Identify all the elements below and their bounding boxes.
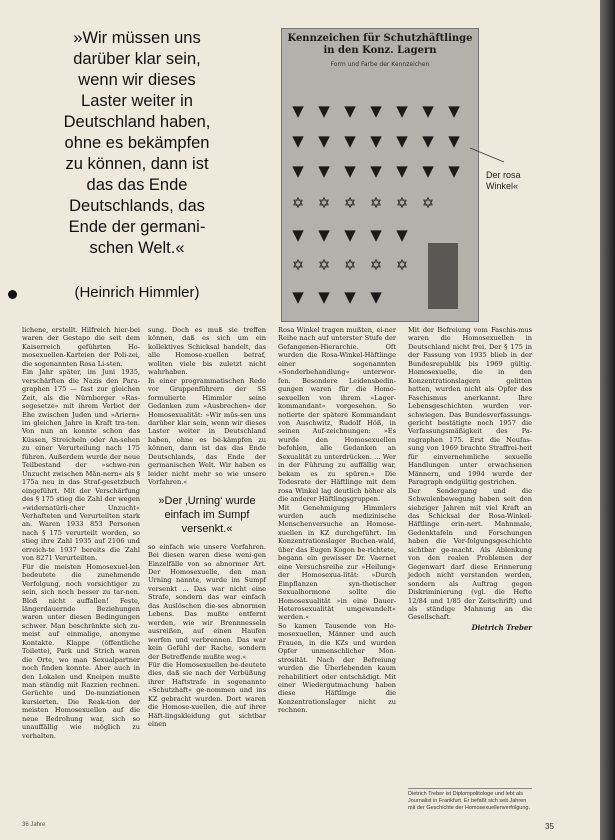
triangle-icon: ▼: [396, 161, 408, 180]
triangle-icon: ▼: [344, 287, 356, 306]
photo-title-line: Kennzeichen für Schutzhäftlinge: [287, 33, 473, 44]
quote-line: Ende der germani-: [68, 218, 206, 236]
paragraph: So kamen Tausende von Ho-mosexuellen, Männer und auch Frauen, in die KZs und wurden Opfer unmenschlicher Mon-strosität. Nach der Befreiung wurden die Überlebenden kaum rehabilitiert oder entschädigt. Mit einer Wiedergutmachung haben diese Häftlinge die Konzentrationslager nicht zu rechnen.: [278, 621, 396, 715]
quote-line: Deutschlands, das: [69, 197, 205, 215]
star-icon: ✡: [369, 255, 383, 274]
triangle-icon: ▼: [448, 131, 460, 150]
triangle-icon: ▼: [396, 131, 408, 150]
author-name: Dietrich Treber: [471, 622, 532, 632]
star-icon: ✡: [291, 255, 305, 274]
triangle-icon: ▼: [344, 225, 356, 244]
star-icon: ✡: [369, 193, 383, 212]
paragraph: Rosa Winkel tragen mußten, ei-ner Reihe nach auf unterster Stufe der Gefangenen-Hierarchie. Oft wurden die Rosa-Winkel-Häftlinge einer sogenannten »Sonderbehandlung« unterwor-fen. Besondere Leidensbedin-gungen waren für die Homo-sexuellen von ihrem »Lager-kommandant« vorgesehen. So notierte der spätere Kommandant von Auschwitz, Rudolf Höß, in seinen Auf-zeichnungen: »Es wurde den Homosexuellen befohlen, alle Gedanken an Sexualität zu unterdrücken. ... Wer in der Führung zu auffällig war, bekam es zu spüren.« Die Todesrate der Häftlinge mit dem rosa Winkel lag deutlich höher als die anderer Häftlingsgruppen.: [278, 326, 396, 504]
star-icon: ✡: [395, 255, 409, 274]
triangle-icon: ▼: [370, 287, 382, 306]
triangle-icon: ▼: [318, 101, 330, 120]
text-column-4: [408, 326, 532, 632]
paragraph: In einer programmatischen Rede vor Gruppenführern der SS formulierte Himmler seine Gedanken zum »Ausbrechen« der Homosexualität: »Wir müs-sen uns darüber klar sein, wenn wir dieses Laster weiter in Deutschland haben, ohne es be-kämpfen zu können, dann ist das das Ende Deutschlands, das Ende der germanischen Welt. Wir haben es leider nicht mehr so wie unsere Vorfahren.«: [148, 376, 266, 487]
triangle-icon: ▼: [370, 131, 382, 150]
text-column-2: [148, 326, 266, 729]
star-icon: ✡: [421, 193, 435, 212]
quote-line: ohne es bekämpfen: [64, 134, 210, 152]
quote-line: schen Welt.«: [89, 239, 185, 257]
triangle-icon: ▼: [318, 287, 330, 306]
page-number: 35: [545, 822, 554, 831]
pull-quote: [22, 28, 252, 259]
star-icon: ✡: [291, 193, 305, 212]
triangle-icon: ▼: [292, 101, 304, 120]
triangle-icon: ▼: [370, 101, 382, 120]
quote-line: zu können, dann ist: [65, 155, 209, 173]
pink-triangle-icon: ▼: [422, 101, 434, 120]
quote-attribution: (Heinrich Himmler): [74, 284, 200, 301]
paragraph: Ein Jahr später, im Juni 1935, verschärften die Nazis den Para-graphen 175 — fast zur gleichen Zeit, als die Nürnberger »Ras-segesetze« mit ihrem Verbot der Ehe zwischen Juden und »Ariern« im gleichen Jahre in Kraft tra-ten. Von nun an konnte schon das Küssen, Streicheln oder An-sehen zu einer Verurteilung nach 175 führen. Außerdem wurde der neue Teilbestand der »schwe-ren Unzucht zwischen Män-nern« als § 175a neu in das Straf-gesetzbuch eingeführt. Mit der Verschärfung des § 175 stieg die Zahl der wegen »widernatürli-cher Unzucht« Verhafteten und Verurteilten stark an. Waren 1933 853 Personen nach § 175 verurteilt worden, so stieg ihre Zahl 1935 auf 2106 und erreich-te 1937 bereits die Zahl von 8271 Verurteilten.: [22, 368, 140, 563]
triangle-icon: ▼: [344, 161, 356, 180]
photo-title: [286, 33, 474, 57]
triangle-icon: ▼: [318, 225, 330, 244]
quote-line: Laster weiter in: [81, 92, 193, 110]
paragraph: lichene, erstellt. Hilfreich hier-bei waren der Gestapo die seit dem Kaiserreich geführten Ho-mosexuellen-Karteien der Poli-zei, die sogenannten Rosa Li-sten.: [22, 326, 140, 368]
paragraph: so einfach wie unsere Vorfahren. Bei diesen waren diese weni-gen Einzelfälle von so abnormer Art. Der Homosexuelle, den man Urning nannte, wurde im Sumpf versenkt ... Das war nicht eine Strafe, sondern das war einfach das Auslöschen die-ses abnormen Lebens. Das mußte entfernt werden, wie wir Brennnesseln ausreißen, auf einen Haufen werfen und verbrennen. Das war kein Gefühl der Rache, sondern der Betreffende mußte weg.«: [148, 542, 266, 661]
triangle-icon: ▼: [292, 225, 304, 244]
paragraph: Mit Genehmigung Himmlers wurden auch medizinische Menschenversuche an Homose-xuellen in KZ durchgeführt. Im Konzentrationslager Buchen-wald, über das Eugen Kogon be-richtete, begann ein gewisser Dr. Vaernet eine Versuchsreihe zur »Heilung« der Homosexua-lität: »Durch Einpflanzen syn-thetischer Sexualhormone sollte die Homosexualität »in eine Dauer-Heterosexualität umgewandelt« werden.«: [278, 503, 396, 622]
triangle-icon: ▼: [422, 131, 434, 150]
triangle-icon: ▼: [396, 225, 408, 244]
callout-line: [470, 146, 508, 164]
triangle-icon: ▼: [344, 101, 356, 120]
star-icon: ✡: [343, 193, 357, 212]
triangle-icon: ▼: [318, 161, 330, 180]
triangle-icon: ▼: [370, 225, 382, 244]
caption-line: Der rosa: [486, 170, 521, 180]
photo-subtitle: Form und Farbe der Kennzeichen: [330, 61, 430, 68]
triangle-icon: ▼: [422, 161, 434, 180]
star-icon: ✡: [395, 193, 409, 212]
paragraph: Für die Homosexuellen be-deutete dies, daß sie nach der Verbüßung ihrer Haftstrafe in sogenannte »Schutzhaft« ge-nommen und ins KZ gebracht wurden. Dort waren die Homose-xuellen, die auf ihrer Häft-lingskleidung gut sichtbar einen: [148, 660, 266, 729]
star-icon: ✡: [317, 193, 331, 212]
page-edge: [600, 0, 615, 840]
star-icon: ✡: [317, 255, 331, 274]
badge-grid: [288, 73, 472, 315]
paragraph: Mit der Befreiung vom Faschis-mus waren die Homosexuellen in Deutschland nicht frei. Der § 175 in der Fassung von 1935 blieb in der Bundesrepublik bis 1969 gültig. Homosexuelle, die in den Konzentrationslagern gelitten hatten, wurden nicht als Opfer des Faschismus anerkannt. Ihre Lebensgeschichten wurden ver-schwiegen. Das Bundesverfassungs-gericht bestätigte noch 1957 die Verfassungsmäßigkeit des Pa-ragraphen 175. Erst die Neufas-sung von 1969 brachte Straffrei-heit für einvernehmliche sexuelle Handlungen unter erwachsenen Männern, und 1994 wurde der Paragraph endgültig gestrichen.: [408, 326, 532, 487]
paragraph: Für die meisten Homosexuel-len bedeutete die zunehmende Verfolgung, noch vorsichtiger zu sein, sich noch besser zu tar-nen. Bloß nicht auffallen! Feste, längerdauernde Beziehungen waren unter diesen Bedingungen schwer. Man beschränkte sich zu-meist auf einmalige, anonyme Kontakte. Klappe (öffentliche Toilette), Park und Strich waren die Orte, wo man Sexualpartner noch finden konnte. Aber auch in den Lokalen und Kneipen mußte man ständig mit Razzien rechnen. Gerüchte und De-nunziationen kursierten. Die Reak-tion der meisten Homosexuellen auf die neue Bedrohung war, sich so unauffällig wie möglich zu verhalten.: [22, 562, 140, 740]
quote-line: das das Ende: [86, 176, 188, 194]
uniform-sample: [428, 243, 458, 309]
caption-line: Winkel«: [486, 181, 519, 191]
photo-caption: [486, 170, 550, 192]
footer-left: 36 Jahre: [22, 822, 46, 828]
triangle-icon: ▼: [318, 131, 330, 150]
historical-chart-photo: [281, 28, 479, 322]
triangle-icon: ▼: [292, 287, 304, 306]
triangle-icon: ▼: [292, 131, 304, 150]
text-column-1: [22, 326, 140, 740]
triangle-icon: ▼: [344, 131, 356, 150]
quote-line: »Wir müssen uns: [73, 29, 201, 47]
subheading: »Der ‚Urning‘ wurde einfach im Sumpf versenkt.«: [158, 494, 256, 535]
quote-line: Deutschland haben,: [63, 113, 211, 131]
triangle-icon: ▼: [292, 161, 304, 180]
star-icon: ✡: [343, 255, 357, 274]
triangle-icon: ▼: [396, 101, 408, 120]
triangle-icon: ▼: [448, 161, 460, 180]
quote-line: wenn wir dieses: [78, 71, 196, 89]
paragraph: Der Sendergang und die Schwulenbewegung haben seit den siebziger Jahren mit viel Kraft an das Schicksal der Rosa-Winkel-Häftlinge erin-nert. Mahnmale, Gedenktafeln und Forschungen haben die Ver-folgungsgeschichte sichtbar ge-macht. Als Ablenkung von den realen Problemen der Gegenwart darf diese Erinnerung jedoch nicht verstanden werden, sondern als Auftrag gegen Diskriminierung (vgl. die Hefte 12/84 und 1/85 der Zeitschrift) und als ständige Mahnung an die Gesellschaft.: [408, 486, 532, 622]
triangle-icon: ▼: [370, 161, 382, 180]
author-footnote: Dietrich Treber ist Diplompolitologe und lebt als Journalist in Frankfurt. Er befaßt sich seit Jahren mit der Geschichte der Homosexuellenverfolgung.: [408, 788, 532, 811]
quote-line: darüber klar sein,: [73, 50, 201, 68]
triangle-icon: ▼: [448, 101, 460, 120]
photo-title-line: in den Konz. Lagern: [323, 45, 437, 56]
text-column-3: [278, 326, 396, 715]
paragraph: sung. Doch es muß sie treffen können, daß es sich um ein kollektives Schicksal handelt, das alle Homose-xuellen betraf, wollten viele bis zuletzt nicht wahrhaben.: [148, 326, 266, 377]
bullet-dot-icon: [8, 290, 17, 299]
